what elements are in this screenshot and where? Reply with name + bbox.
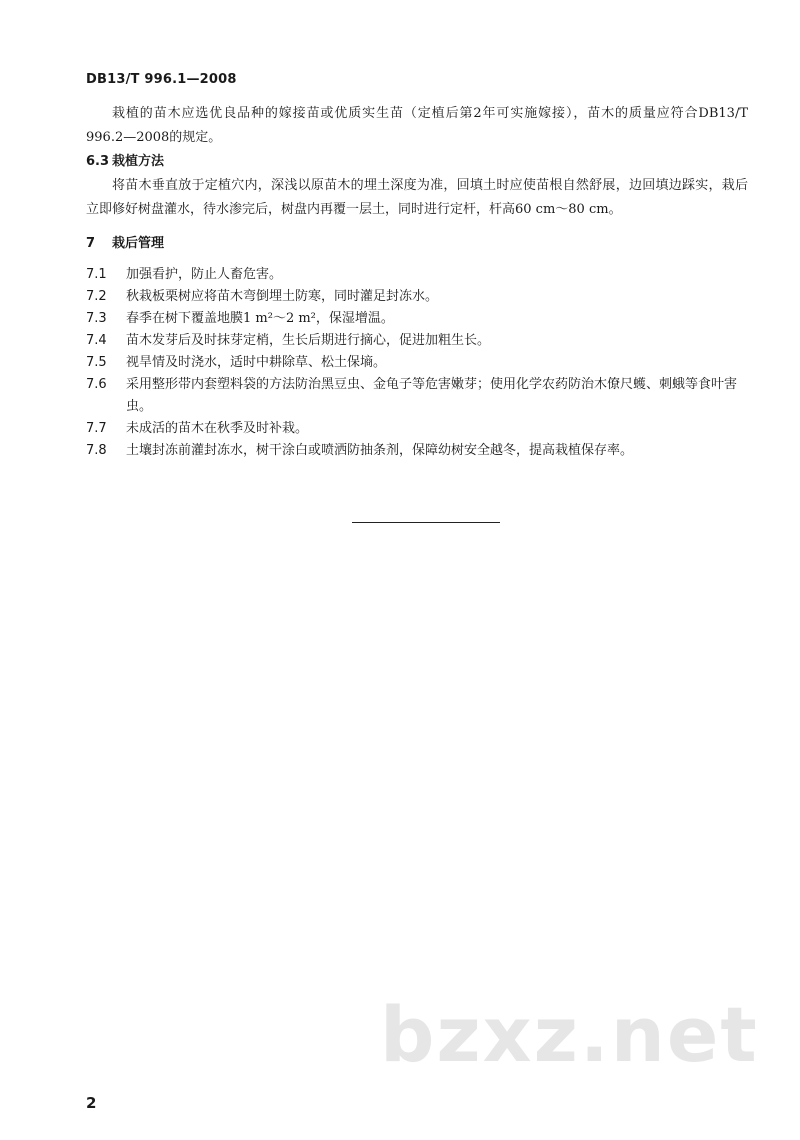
watermark: bzxz.net	[380, 990, 759, 1079]
item-number: 7.4	[86, 333, 107, 348]
intro-paragraph: 栽植的苗木应选优良品种的嫁接苗或优质实生苗（定植后第2年可实施嫁接），苗木的质量应符合DB13/T 996.2—2008的规定。	[86, 106, 748, 145]
item-number: 7.3	[86, 311, 107, 326]
item-text: 春季在树下覆盖地膜1 m²～2 m²，保湿增温。	[126, 311, 394, 326]
section-title: 栽植方法	[112, 154, 165, 169]
page-number: 2	[86, 1094, 97, 1112]
section-7-heading	[86, 232, 748, 256]
item-text: 苗木发芽后及时抹芽定梢，生长后期进行摘心，促进加粗生长。	[126, 333, 491, 348]
item-number: 7.8	[86, 443, 107, 458]
document-body	[86, 102, 748, 462]
document-code: DB13/T 996.1—2008	[86, 72, 237, 87]
list-item	[86, 352, 748, 374]
item-number: 7.2	[86, 289, 107, 304]
item-text: 采用整形带内套塑料袋的方法防治黑豆虫、金龟子等危害嫩芽；使用化学农药防治木僚尺蠖、刺蛾等食叶害虫。	[126, 377, 738, 414]
section-7-list	[86, 264, 748, 462]
item-text: 加强看护，防止人畜危害。	[126, 267, 283, 282]
section-number: 6.3	[86, 154, 110, 169]
item-text: 秋栽板栗树应将苗木弯倒埋土防寒，同时灌足封冻水。	[126, 289, 439, 304]
item-number: 7.1	[86, 267, 107, 282]
section-6-3-paragraph: 将苗木垂直放于定植穴内，深浅以原苗木的埋土深度为准，回填土时应使苗根自然舒展，边回填边踩实，栽后立即修好树盘灌水，待水渗完后，树盘内再覆一层土，同时进行定杆，杆高60 cm～80 cm。	[86, 178, 748, 217]
list-item	[86, 330, 748, 352]
section-title: 栽后管理	[112, 236, 165, 251]
section-6-3-heading	[86, 150, 748, 174]
item-number: 7.6	[86, 377, 107, 392]
list-item	[86, 418, 748, 440]
list-item	[86, 264, 748, 286]
item-number: 7.7	[86, 421, 107, 436]
list-item	[86, 286, 748, 308]
item-number: 7.5	[86, 355, 107, 370]
item-text: 未成活的苗木在秋季及时补栽。	[126, 421, 309, 436]
end-of-text-rule	[352, 522, 500, 523]
section-number: 7	[86, 236, 96, 251]
list-item	[86, 440, 748, 462]
list-item	[86, 308, 748, 330]
list-item	[86, 374, 748, 418]
item-text: 视旱情及时浇水，适时中耕除草、松土保墒。	[126, 355, 387, 370]
item-text: 土壤封冻前灌封冻水，树干涂白或喷洒防抽条剂，保障幼树安全越冬，提高栽植保存率。	[126, 443, 634, 458]
